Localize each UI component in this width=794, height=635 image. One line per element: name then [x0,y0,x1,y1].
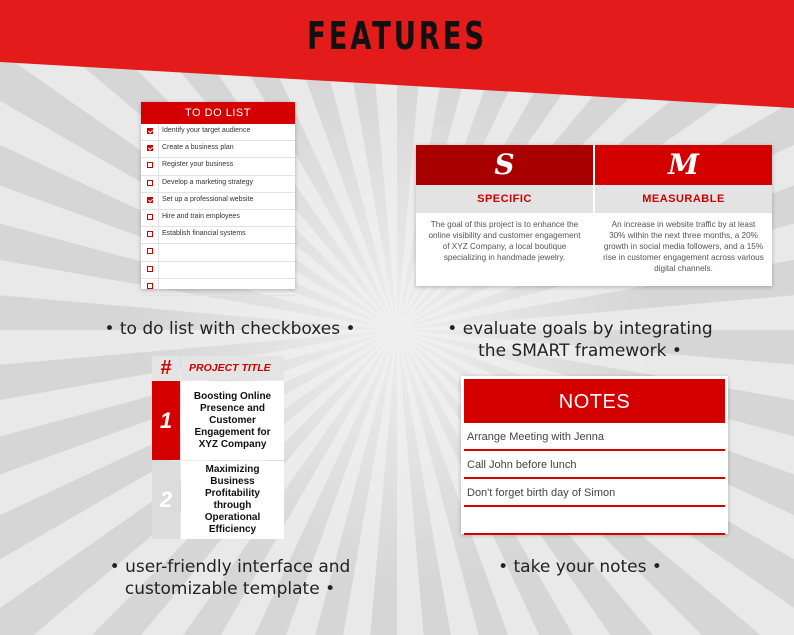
smart-column-measurable [595,145,772,286]
todo-checkbox[interactable] [147,145,153,151]
caption-todo: • to do list with checkboxes • [104,319,356,339]
todo-item [141,244,295,261]
todo-item [141,262,295,279]
note-line[interactable] [464,507,725,535]
todo-divider [158,227,159,243]
todo-checkbox[interactable] [147,231,153,237]
todo-divider [158,124,159,140]
todo-list-rows [141,124,295,296]
todo-list-card [141,102,295,289]
note-line[interactable]: Arrange Meeting with Jenna [464,423,725,451]
project-title-table [152,356,284,539]
notes-card [461,376,728,534]
todo-divider [158,141,159,157]
todo-checkbox[interactable] [147,128,153,134]
smart-word-specific: SPECIFIC [416,185,593,213]
todo-item [141,141,295,158]
todo-item [141,227,295,244]
smart-letter-m: M [595,145,772,185]
caption-smart-line-2: the SMART framework • [478,341,682,361]
note-line[interactable]: Call John before lunch [464,451,725,479]
todo-divider [158,262,159,278]
notes-header: NOTES [464,379,725,423]
todo-item [141,193,295,210]
caption-notes: • take your notes • [498,557,662,577]
smart-description-specific[interactable]: The goal of this project is to enhance the online visibility and customer engagement of XYZ Company, a local boutique specializing in handmade jewelry. [416,213,593,286]
smart-column-specific [416,145,593,286]
todo-checkbox[interactable] [147,197,153,203]
smart-goals-card [416,145,772,286]
todo-item [141,124,295,141]
todo-divider [158,158,159,174]
todo-divider [158,176,159,192]
todo-checkbox[interactable] [147,162,153,168]
caption-project-line-1: • user-friendly interface and [109,557,351,577]
todo-checkbox[interactable] [147,180,153,186]
todo-item-text[interactable]: Identify your target audience [162,127,251,134]
todo-divider [158,210,159,226]
caption-project-line-2: customizable template • [124,579,336,599]
project-title-header: PROJECT TITLE [181,356,284,380]
todo-item-text[interactable]: Create a business plan [162,144,234,152]
project-row-number: 2 [152,461,180,539]
todo-item [141,210,295,227]
todo-item-text[interactable]: Establish financial systems [162,230,246,238]
todo-checkbox[interactable] [147,283,153,289]
todo-item-text[interactable]: Set up a professional website [162,195,254,203]
project-row-number: 1 [152,381,180,460]
todo-divider [158,193,159,209]
smart-description-measurable[interactable]: An increase in website traffic by at least 30% within the next three months, a 20% growth in social media followers, and a 15% rise in customer engagement across various digital channels. [595,213,772,286]
page-title: FEATURES [307,14,487,58]
todo-checkbox[interactable] [147,214,153,220]
note-line[interactable]: Don't forget birth day of Simon [464,479,725,507]
smart-letter-s: S [416,145,593,185]
project-row-title[interactable]: Boosting Online Presence and Customer Engagement for XYZ Company [181,381,284,460]
todo-divider [158,244,159,260]
todo-item-text[interactable]: Register your business [162,161,234,169]
todo-divider [158,279,159,295]
todo-item-text[interactable]: Develop a marketing strategy [162,178,254,186]
todo-item [141,158,295,175]
project-row-title[interactable]: Maximizing Business Profitability through Operational Efficiency [181,461,284,539]
hash-header: # [152,356,180,380]
todo-checkbox[interactable] [147,266,153,272]
todo-item-text[interactable]: Hire and train employees [162,212,240,220]
todo-checkbox[interactable] [147,248,153,254]
todo-list-header: TO DO LIST [141,102,295,124]
caption-smart-line-1: • evaluate goals by integrating [447,319,713,339]
todo-item [141,279,295,296]
smart-word-measurable: MEASURABLE [595,185,772,213]
todo-item [141,176,295,193]
